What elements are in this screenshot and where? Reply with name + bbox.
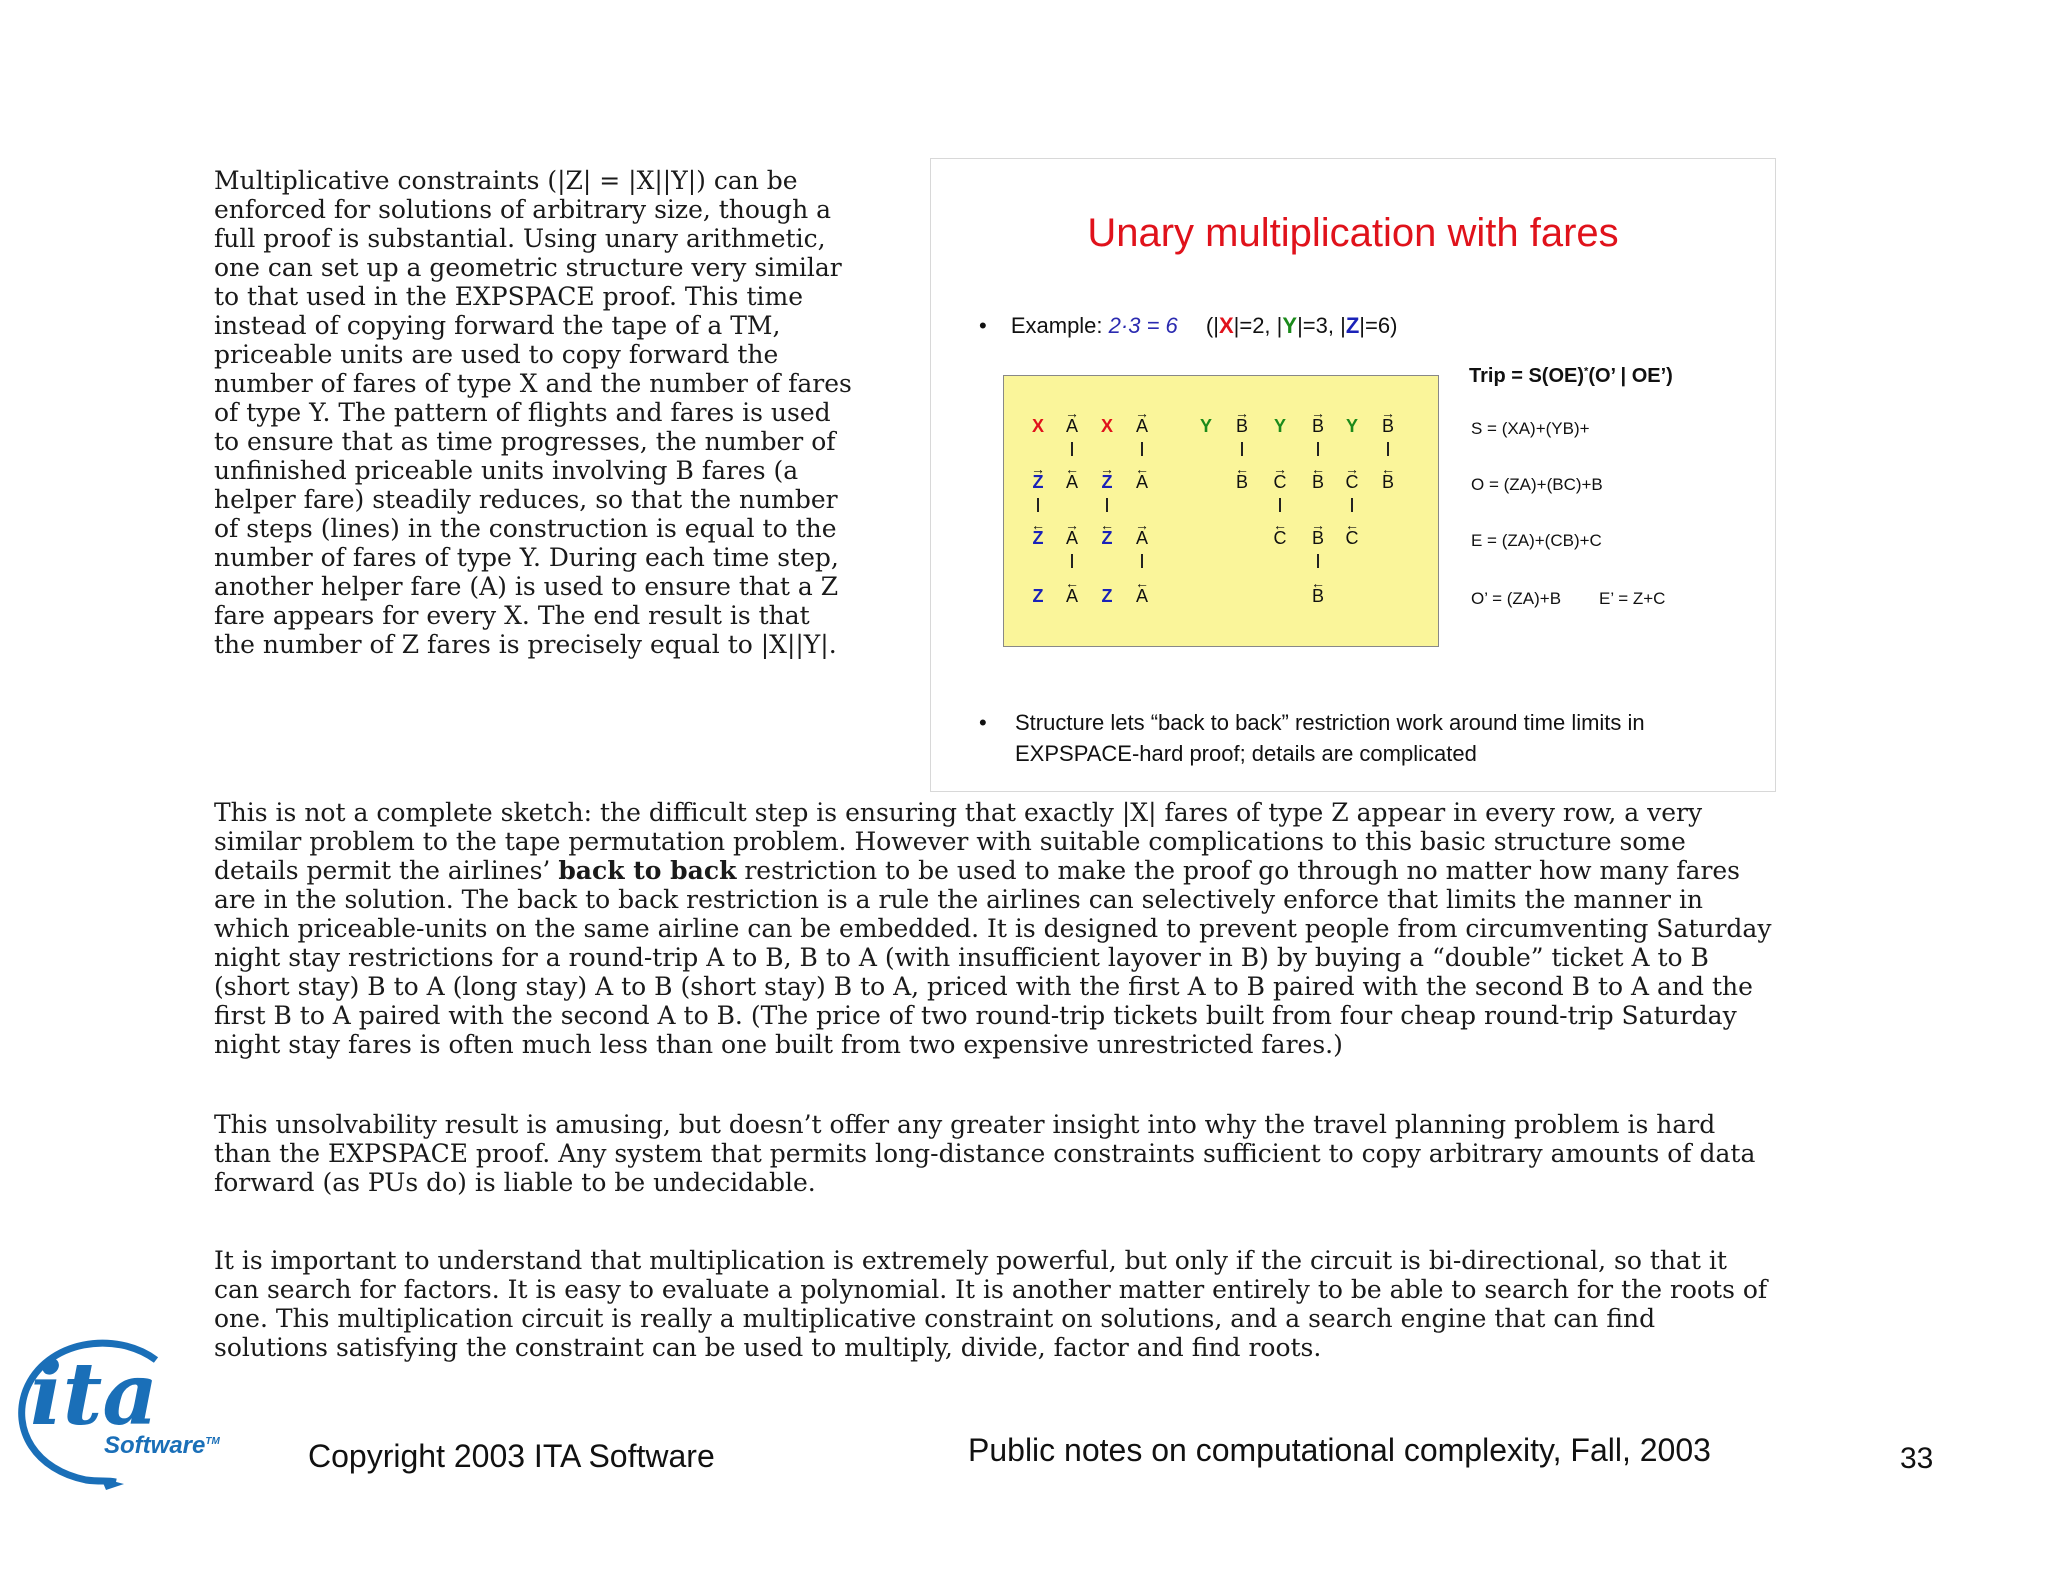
right-arrow-icon: → <box>1031 461 1045 477</box>
grid-cell-a: A <box>1135 528 1148 548</box>
right-arrow-icon: → <box>1065 405 1079 421</box>
connector-line <box>1387 442 1389 456</box>
left-arrow-icon: ← <box>1065 575 1079 591</box>
intro-paragraph: Multiplicative constraints (|Z| = |X||Y|) can be enforced for solutions of arbitrary size, though a full proof is substantial. Using unary arithmetic, one can set up a geometric structure very similar to that used in the EXPSPACE proof. This time instead of copying forward the tape of a TM, priceable units are used to copy forward the number of fares of type X and the number of fares of type Y. The pattern of flights and fares is used to ensure that as time progresses, the number of unfinished priceable units involving B fares (a helper fare) steadily reduces, so that the number of steps (lines) in the construction is equal to the number of fares of type Y. During each time step, another helper fare (A) is used to ensure that a Z fare appears for every X. The end result is that the number of Z fares is precisely equal to |X||Y|. <box>214 166 852 659</box>
page-number: 33 <box>1900 1442 1934 1475</box>
connector-line <box>1071 554 1073 568</box>
grid-cell-b: B <box>1381 416 1394 436</box>
right-arrow-icon: → <box>1381 405 1395 421</box>
left-arrow-icon: ← <box>1381 461 1395 477</box>
grid-cell-y: Y <box>1273 416 1286 436</box>
grid-cell-b: B <box>1311 472 1324 492</box>
right-arrow-icon: → <box>1311 517 1325 533</box>
grid-cell-z: Z <box>1032 528 1044 548</box>
connector-line <box>1071 442 1073 456</box>
example-prefix: Example: <box>1010 313 1109 338</box>
right-arrow-icon: → <box>1345 461 1359 477</box>
logo-subtext: Software™ <box>104 1432 220 1459</box>
right-arrow-icon: → <box>1273 461 1287 477</box>
footer-notes: Public notes on computational complexity, Fall, 2003 <box>968 1432 1711 1468</box>
formula-o-prime: O’ = (ZA)+B <box>1471 589 1562 608</box>
grid-cell-a: A <box>1065 528 1078 548</box>
left-arrow-icon: ← <box>1031 517 1045 533</box>
grid-cell-b: B <box>1311 416 1324 436</box>
bullet-dot: • <box>979 710 987 735</box>
grid-cell-z: Z <box>1101 586 1113 606</box>
grid-cell-b: B <box>1235 472 1248 492</box>
footer-copyright: Copyright 2003 ITA Software <box>308 1438 715 1474</box>
grid-cell-b: B <box>1381 472 1394 492</box>
fare-grid <box>1003 375 1439 647</box>
grid-cell-a: A <box>1135 472 1148 492</box>
right-arrow-icon: → <box>1235 405 1249 421</box>
grid-cell-z: Z <box>1101 528 1113 548</box>
grid-cell-x: X <box>1100 416 1113 436</box>
grid-cell-b: B <box>1311 528 1324 548</box>
example-equation: 2·3 = 6 <box>1108 313 1178 338</box>
grid-cell-y: Y <box>1199 416 1212 436</box>
left-arrow-icon: ← <box>1345 517 1359 533</box>
right-arrow-icon: → <box>1065 517 1079 533</box>
embedded-slide <box>930 158 1776 792</box>
left-arrow-icon: ← <box>1100 517 1114 533</box>
connector-line <box>1106 498 1108 512</box>
grid-cell-a: A <box>1135 586 1148 606</box>
multiplication-paragraph: It is important to understand that multiplication is extremely powerful, but only if the circuit is bi-directional, so that it can search for factors. It is easy to evaluate a polynomial. It is another matter entirely to be able to search for the roots of one. This multiplication circuit is really a multiplicative constraint on solutions, and a search engine that can find solutions satisfying the constraint can be used to multiply, divide, factor and find roots. <box>214 1246 1768 1362</box>
formula-e-prime: E’ = Z+C <box>1599 589 1666 608</box>
grid-cell-c: C <box>1345 472 1359 492</box>
grid-cell-z: Z <box>1032 586 1044 606</box>
grid-cell-a: A <box>1065 586 1078 606</box>
connector-line <box>1317 554 1319 568</box>
grid-cell-b: B <box>1311 586 1324 606</box>
left-arrow-icon: ← <box>1065 461 1079 477</box>
right-arrow-icon: → <box>1135 517 1149 533</box>
formula-o: O = (ZA)+(BC)+B <box>1471 475 1603 494</box>
bullet-structure-text: Structure lets “back to back” restriction work around time limits in EXPSPACE-hard proof; details are complicated <box>1015 710 1645 766</box>
grid-cell-c: C <box>1273 528 1287 548</box>
logo-text: ita <box>30 1344 159 1445</box>
left-arrow-icon: ← <box>1235 461 1249 477</box>
connector-line <box>1141 554 1143 568</box>
left-arrow-icon: ← <box>1135 575 1149 591</box>
grid-cell-c: C <box>1273 472 1287 492</box>
bullet-dot: • <box>979 313 987 338</box>
grid-cell-a: A <box>1065 416 1078 436</box>
connector-line <box>1037 498 1039 512</box>
right-arrow-icon: → <box>1311 405 1325 421</box>
grid-cell-c: C <box>1345 528 1359 548</box>
connector-line <box>1141 442 1143 456</box>
connector-line <box>1241 442 1243 456</box>
slide-title: Unary multiplication with fares <box>1087 211 1619 255</box>
formula-e: E = (ZA)+(CB)+C <box>1471 531 1602 550</box>
connector-line <box>1351 498 1353 512</box>
left-arrow-icon: ← <box>1311 461 1325 477</box>
grid-cell-y: Y <box>1345 416 1358 436</box>
bullet-example: • Example: 2·3 = 6 (|X|=2, |Y|=3, |Z|=6) <box>979 313 1398 338</box>
ita-software-logo <box>6 1330 236 1490</box>
bullet-structure <box>979 707 1739 769</box>
right-arrow-icon: → <box>1135 405 1149 421</box>
trip-formula: Trip = S(OE)*(O’ | OE’) <box>1469 365 1673 387</box>
grid-cell-b: B <box>1235 416 1248 436</box>
sketch-paragraph: This is not a complete sketch: the difficult step is ensuring that exactly |X| fares of type Z appear in every row, a very similar problem to the tape permutation problem. However with suitable complications to this basic structure some details permit the airlines’ back to back restriction to be used to make the proof go through no matter how many fares are in the solution. The back to back restriction is a rule the airlines can selectively enforce that limits the manner in which priceable-units on the same airline can be embedded. It is designed to prevent people from circumventing Saturday night stay restrictions for a round-trip A to B, B to A (with insufficient layover in B) by buying a “double” ticket A to B (short stay) B to A (long stay) A to B (short stay) B to A, priced with the first A to B paired with the second B to A and the first B to A paired with the second A to B. (The price of two round-trip tickets built from four cheap round-trip Saturday night stay fares is often much less than one built from two expensive unrestricted fares.) <box>214 798 1772 1059</box>
right-arrow-icon: → <box>1100 461 1114 477</box>
left-arrow-icon: ← <box>1273 517 1287 533</box>
formula-s: S = (XA)+(YB)+ <box>1471 419 1590 438</box>
back-to-back-term: back to back <box>558 856 737 885</box>
connector-line <box>1317 442 1319 456</box>
grid-cell-a: A <box>1135 416 1148 436</box>
grid-cell-x: X <box>1031 416 1044 436</box>
left-arrow-icon: ← <box>1135 461 1149 477</box>
grid-cell-z: Z <box>1032 472 1044 492</box>
left-arrow-icon: ← <box>1311 575 1325 591</box>
grid-cell-z: Z <box>1101 472 1113 492</box>
connector-line <box>1279 498 1281 512</box>
unsolvability-paragraph: This unsolvability result is amusing, but doesn’t offer any greater insight into why the travel planning problem is hard than the EXPSPACE proof. Any system that permits long-distance constraints sufficient to copy arbitrary amounts of data forward (as PUs do) is liable to be undecidable. <box>214 1110 1756 1197</box>
grid-cell-a: A <box>1065 472 1078 492</box>
